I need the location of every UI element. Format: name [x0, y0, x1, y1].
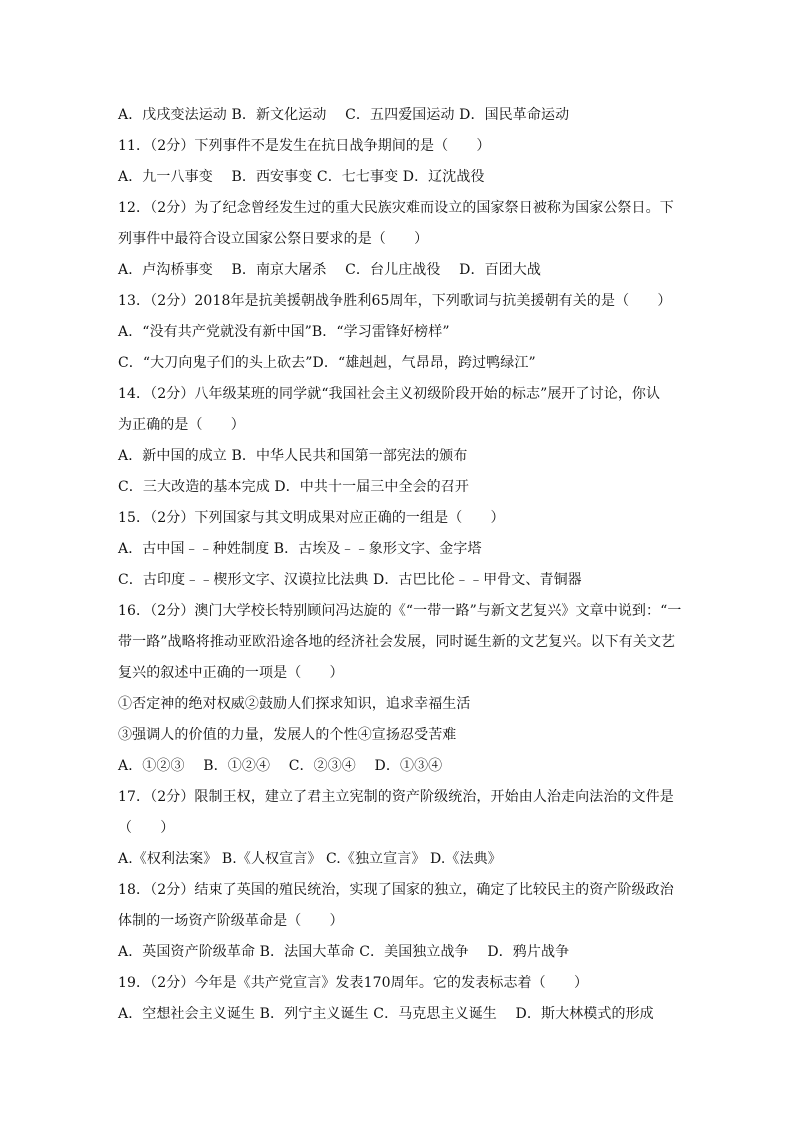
- q12-stem-line2: 列事件中最符合设立国家公祭日要求的是（ ）: [118, 231, 429, 247]
- q15-stem: 15．（2分）下列国家与其文明成果对应正确的一组是（ ）: [118, 510, 505, 526]
- q17-stem-line2: （ ）: [118, 820, 175, 836]
- q16-stem-line2: 带一路”战略将推动亚欧沿途各地的经济社会发展，同时诞生新的文艺复兴。以下有关文艺: [118, 634, 676, 650]
- q13-options-cd: C．“大刀向鬼子们的头上砍去”D．“雄赳赳，气昂昂，跨过鸭绿江”: [118, 355, 536, 371]
- q12-stem-line1: 12．（2分）为了纪念曾经发生过的重大民族灾难而设立的国家祭日被称为国家公祭日。下: [118, 200, 674, 216]
- q18-stem-line1: 18．（2分）结束了英国的殖民统治，实现了国家的独立，确定了比较民主的资产阶级政治: [118, 882, 674, 898]
- q17-options: A.《权利法案》 B.《人权宣言》 C.《独立宣言》 D.《法典》: [118, 851, 502, 867]
- q10-options: A．戊戌变法运动 B．新文化运动 C．五四爱国运动 D．国民革命运动: [118, 107, 570, 123]
- q16-statements-2: ③强调人的价值的力量，发展人的个性④宣扬忍受苦难: [118, 727, 457, 743]
- q17-stem-line1: 17．（2分）限制王权，建立了君主立宪制的资产阶级统治，开始由人治走向法治的文件是: [118, 789, 674, 805]
- q16-stem-line3: 复兴的叙述中正确的一项是（ ）: [118, 665, 344, 681]
- question-text-block: [118, 100, 682, 1030]
- q14-options-cd: C．三大改造的基本完成 D．中共十一届三中全会的召开: [118, 479, 469, 495]
- q16-stem-line1: 16．（2分）澳门大学校长特别顾问冯达旋的《“一带一路”与新文艺复兴》文章中说到：“一: [118, 603, 682, 619]
- q14-stem-line1: 14．（2分）八年级某班的同学就“我国社会主义初级阶段开始的标志”展开了讨论，你认: [118, 386, 661, 402]
- q13-stem: 13．（2分）2018年是抗美援朝战争胜利65周年，下列歌词与抗美援朝有关的是（ ）: [118, 293, 672, 309]
- q15-options-ab: A．古中国﹣﹣种姓制度 B．古埃及﹣﹣象形文字、金字塔: [118, 541, 482, 557]
- q19-options: A．空想社会主义诞生 B．列宁主义诞生 C．马克思主义诞生 D．斯大林模式的形成: [118, 1006, 654, 1022]
- q11-options: A．九一八事变 B．西安事变 C．七七事变 D．辽沈战役: [118, 169, 485, 185]
- q11-stem: 11．（2分）下列事件不是发生在抗日战争期间的是（ ）: [118, 138, 491, 154]
- q16-options: A．①②③ B．①②④ C．②③④ D．①③④: [118, 758, 443, 774]
- q15-options-cd: C．古印度﹣﹣楔形文字、汉谟拉比法典 D．古巴比伦﹣﹣甲骨文、青铜器: [118, 572, 582, 588]
- q14-stem-line2: 为正确的是（ ）: [118, 417, 245, 433]
- q19-stem: 19．（2分）今年是《共产党宣言》发表170周年。它的发表标志着（ ）: [118, 975, 589, 991]
- q13-options-ab: A．“没有共产党就没有新中国”B．“学习雷锋好榜样”: [118, 324, 450, 340]
- q16-statements-1: ①否定神的绝对权威②鼓励人们探求知识，追求幸福生活: [118, 696, 471, 712]
- q18-stem-line2: 体制的一场资产阶级革命是（ ）: [118, 913, 344, 929]
- q18-options: A．英国资产阶级革命 B．法国大革命 C．美国独立战争 D．鸦片战争: [118, 944, 570, 960]
- q12-options: A．卢沟桥事变 B．南京大屠杀 C．台儿庄战役 D．百团大战: [118, 262, 541, 278]
- q14-options-ab: A．新中国的成立 B．中华人民共和国第一部宪法的颁布: [118, 448, 468, 464]
